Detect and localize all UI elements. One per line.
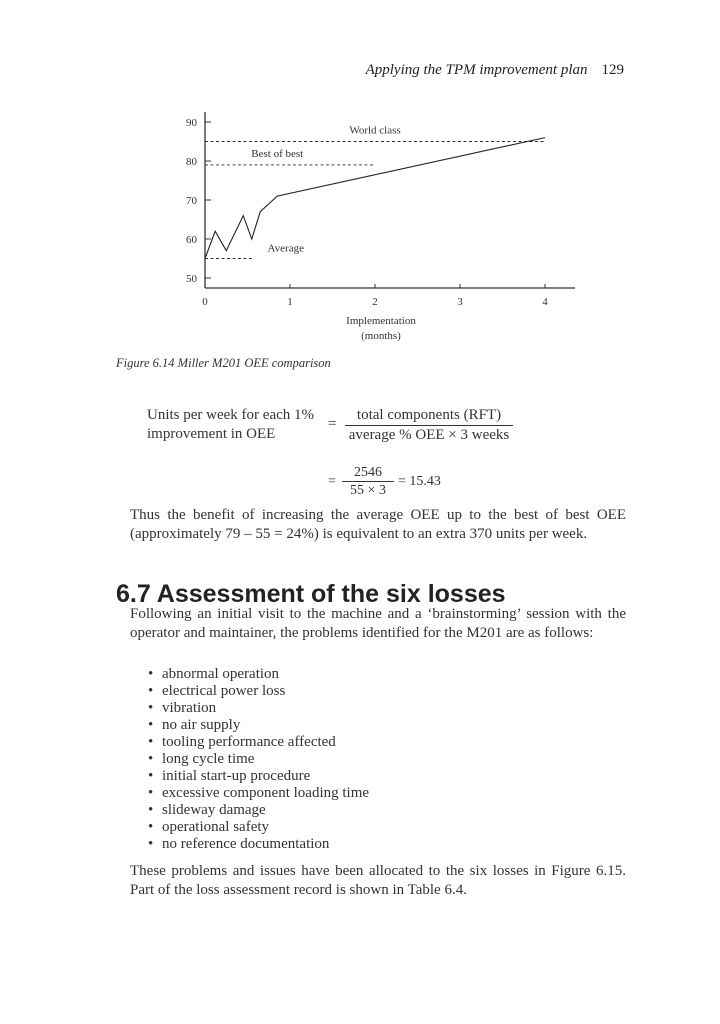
x-tick-label: 3 [457, 296, 463, 308]
calc-denominator: 55 × 3 [350, 483, 386, 498]
y-tick-label: 80 [186, 156, 197, 168]
list-item: • no reference documentation [148, 836, 369, 853]
list-item: • long cycle time [148, 751, 369, 768]
formula-equals: = [328, 416, 337, 432]
list-item: • initial start-up procedure [148, 768, 369, 785]
section-heading: 6.7 Assessment of the six losses [116, 580, 506, 608]
formula-fraction [345, 406, 513, 445]
problems-list [148, 666, 369, 853]
page-number: 129 [601, 62, 624, 78]
formula-left-side [147, 406, 342, 444]
benefit-paragraph: Thus the benefit of increasing the average OEE up to the best of best OEE (approximately 79 – 55 = 24%) is equivalent to an extra 370 units per week. [130, 507, 626, 542]
list-item: • excessive component loading time [148, 785, 369, 802]
running-header [0, 62, 624, 79]
reference-lines [205, 125, 545, 259]
list-item: • abnormal operation [148, 666, 369, 683]
formula-left-line1: Units per week for each 1% [147, 407, 315, 423]
list-item: • no air supply [148, 717, 369, 734]
list-item: • vibration [148, 700, 369, 717]
chart-axes [205, 112, 575, 288]
x-axis-unit-label: (months) [361, 330, 401, 342]
reference-line-label: Best of best [251, 147, 304, 160]
list-item: • electrical power loss [148, 683, 369, 700]
x-tick-label: 1 [287, 296, 293, 308]
calc-fraction [342, 464, 394, 499]
calc-numerator: 2546 [342, 464, 394, 482]
list-item: • slideway damage [148, 802, 369, 819]
y-axis-ticks [186, 117, 211, 285]
oee-comparison-chart [160, 100, 600, 350]
x-axis-label: Implementation [346, 315, 416, 327]
calc-equals: = [328, 474, 336, 489]
reference-line-label: Average [267, 242, 304, 255]
calc-result: = 15.43 [398, 474, 441, 489]
figure-caption: Figure 6.14 Miller M201 OEE comparison [116, 356, 331, 370]
intro-paragraph: Following an initial visit to the machine and a ‘brainstorming’ session with the operator and maintainer, the problems identified for the M201 are as follows: [130, 606, 626, 641]
y-tick-label: 60 [186, 234, 197, 246]
list-item: • operational safety [148, 819, 369, 836]
running-title: Applying the TPM improvement plan [365, 62, 588, 78]
x-tick-label: 0 [202, 296, 208, 308]
closing-paragraph: These problems and issues have been allocated to the six losses in Figure 6.15. Part of the loss assessment record is shown in Table 6.4. [130, 863, 626, 898]
reference-line-label: World class [349, 124, 401, 137]
y-tick-label: 90 [186, 117, 197, 129]
y-tick-label: 50 [186, 273, 197, 285]
y-tick-label: 70 [186, 195, 197, 207]
formula-left-line2: improvement in OEE [147, 426, 276, 442]
x-tick-label: 4 [542, 296, 548, 308]
formula-denominator: average % OEE × 3 weeks [348, 427, 510, 443]
formula-numerator: total components (RFT) [345, 406, 513, 426]
x-tick-label: 2 [372, 296, 378, 308]
list-item: • tooling performance affected [148, 734, 369, 751]
